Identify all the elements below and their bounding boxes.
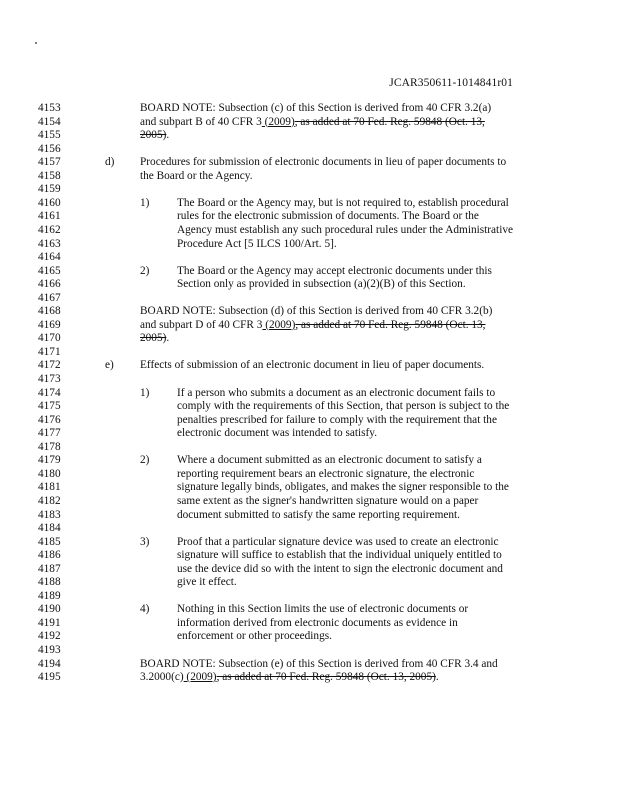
document-line bbox=[0, 332, 618, 346]
line-number: 4175 bbox=[38, 400, 61, 413]
inserted-text: (2009) bbox=[183, 671, 217, 684]
line-number: 4168 bbox=[38, 305, 61, 318]
subsection-marker: 1) bbox=[140, 386, 150, 399]
document-line bbox=[0, 387, 618, 401]
line-number: 4182 bbox=[38, 494, 61, 507]
deleted-text: 2005) bbox=[140, 129, 167, 142]
text-segment: penalties prescribed for failure to comply with the requirement that the bbox=[177, 413, 497, 426]
inserted-text: (2009) bbox=[261, 115, 295, 128]
line-text bbox=[177, 454, 482, 468]
line-text bbox=[177, 278, 466, 292]
line-number: 4155 bbox=[38, 129, 61, 142]
text-segment: Section only as provided in subsection (a)(2)(B) of this Section. bbox=[177, 278, 466, 291]
document-line bbox=[0, 468, 618, 482]
document-line bbox=[0, 400, 618, 414]
line-number: 4173 bbox=[38, 373, 61, 385]
text-segment: enforcement or other proceedings. bbox=[177, 630, 332, 643]
scan-speck bbox=[35, 42, 37, 44]
line-text bbox=[177, 549, 502, 563]
line-number: 4186 bbox=[38, 549, 61, 562]
document-id-header: JCAR350611-1014841r01 bbox=[389, 77, 513, 89]
line-text bbox=[140, 170, 253, 184]
line-number: 4164 bbox=[38, 251, 61, 264]
document-line bbox=[0, 644, 618, 658]
document-line bbox=[0, 129, 618, 143]
document-line bbox=[0, 373, 618, 387]
document-line bbox=[0, 292, 618, 306]
line-number: 4187 bbox=[38, 562, 61, 575]
document-line bbox=[0, 170, 618, 184]
document-line bbox=[0, 630, 618, 644]
line-number: 4160 bbox=[38, 196, 61, 209]
subsection-marker: 1) bbox=[140, 196, 150, 209]
text-segment: reporting requirement bears an electronic signature, the electronic bbox=[177, 467, 475, 480]
inserted-text: (2009) bbox=[262, 318, 296, 331]
line-number: 4166 bbox=[38, 278, 61, 291]
text-segment: electronic document was intended to satisfy. bbox=[177, 427, 378, 440]
line-number: 4161 bbox=[38, 210, 61, 223]
line-text bbox=[177, 427, 377, 441]
document-line bbox=[0, 102, 618, 116]
document-line bbox=[0, 563, 618, 577]
document-line bbox=[0, 603, 618, 617]
subsection-marker: 4) bbox=[140, 603, 150, 616]
line-text bbox=[177, 210, 479, 224]
text-segment: rules for the electronic submission of documents. The Board or the bbox=[177, 210, 479, 223]
line-text bbox=[177, 265, 492, 279]
line-text bbox=[177, 224, 513, 238]
subsection-marker: 2) bbox=[140, 454, 150, 467]
line-number: 4157 bbox=[38, 156, 61, 169]
document-line bbox=[0, 495, 618, 509]
document-line bbox=[0, 522, 618, 536]
document-line bbox=[0, 265, 618, 279]
line-number: 4189 bbox=[38, 589, 61, 602]
line-number: 4174 bbox=[38, 386, 61, 399]
text-segment: document submitted to satisfy the same reporting requirement. bbox=[177, 508, 460, 521]
line-number: 4195 bbox=[38, 671, 61, 684]
text-segment: . bbox=[435, 671, 439, 684]
document-line bbox=[0, 210, 618, 224]
document-line bbox=[0, 590, 618, 604]
text-segment: comply with the requirements of this Section, that person is subject to the bbox=[177, 400, 510, 413]
line-text bbox=[177, 238, 337, 252]
line-text bbox=[177, 481, 509, 495]
document-line bbox=[0, 454, 618, 468]
text-segment: If a person who submits a document as an electronic document fails to bbox=[177, 386, 496, 399]
text-segment: 3.2000(c) bbox=[140, 671, 184, 684]
line-number: 4153 bbox=[38, 102, 61, 114]
document-line bbox=[0, 414, 618, 428]
line-text bbox=[177, 387, 495, 401]
document-line bbox=[0, 143, 618, 157]
line-number: 4171 bbox=[38, 345, 61, 358]
line-text bbox=[140, 658, 498, 672]
line-number: 4184 bbox=[38, 522, 61, 535]
line-text bbox=[177, 414, 497, 428]
line-number: 4193 bbox=[38, 644, 61, 656]
text-segment: BOARD NOTE: Subsection (e) of this Section is derived from 40 CFR 3.4 and bbox=[140, 657, 498, 670]
document-line bbox=[0, 346, 618, 360]
text-segment: use the device did so with the intent to sign the electronic document and bbox=[177, 562, 503, 575]
document-line bbox=[0, 427, 618, 441]
deleted-text: , as added at 70 Fed. Reg. 59848 (Oct. 13, bbox=[295, 318, 486, 331]
document-line bbox=[0, 549, 618, 563]
document-line bbox=[0, 251, 618, 265]
line-text bbox=[177, 536, 499, 550]
text-segment: . bbox=[166, 129, 170, 142]
line-text bbox=[177, 400, 509, 414]
line-text bbox=[140, 305, 492, 319]
deleted-text: , as added at 70 Fed. Reg. 59848 (Oct. 13, bbox=[294, 115, 485, 128]
line-number: 4191 bbox=[38, 616, 61, 629]
document-line bbox=[0, 441, 618, 455]
line-number: 4172 bbox=[38, 359, 61, 372]
line-text bbox=[177, 197, 509, 211]
document-line bbox=[0, 319, 618, 333]
document-line bbox=[0, 183, 618, 197]
line-text bbox=[177, 630, 332, 644]
text-segment: the Board or the Agency. bbox=[140, 169, 253, 182]
text-segment: give it effect. bbox=[177, 576, 237, 589]
text-segment: Procedure Act [5 ILCS 100/Art. 5]. bbox=[177, 237, 337, 250]
line-number: 4177 bbox=[38, 427, 61, 440]
text-segment: Effects of submission of an electronic document in lieu of paper documents. bbox=[140, 359, 485, 372]
document-line bbox=[0, 481, 618, 495]
line-number: 4159 bbox=[38, 183, 61, 196]
line-text bbox=[140, 102, 491, 116]
document-line bbox=[0, 224, 618, 238]
line-number: 4163 bbox=[38, 237, 61, 250]
text-segment: and subpart B of 40 CFR 3 bbox=[140, 115, 262, 128]
text-segment: and subpart D of 40 CFR 3 bbox=[140, 318, 263, 331]
line-text bbox=[177, 563, 503, 577]
document-line bbox=[0, 359, 618, 373]
line-number: 4185 bbox=[38, 535, 61, 548]
document-line bbox=[0, 536, 618, 550]
document-line bbox=[0, 197, 618, 211]
line-text bbox=[177, 617, 458, 631]
text-segment: signature legally binds, obligates, and makes the signer responsible to the bbox=[177, 481, 509, 494]
line-number: 4179 bbox=[38, 454, 61, 467]
line-number: 4176 bbox=[38, 413, 61, 426]
line-text bbox=[140, 319, 485, 333]
text-segment: information derived from electronic documents as evidence in bbox=[177, 616, 458, 629]
deleted-text: 2005) bbox=[140, 332, 167, 345]
document-line bbox=[0, 278, 618, 292]
text-segment: same extent as the signer's handwritten signature would on a paper bbox=[177, 494, 479, 507]
line-number: 4156 bbox=[38, 142, 61, 155]
line-text bbox=[140, 671, 439, 685]
text-segment: The Board or the Agency may, but is not required to, establish procedural bbox=[177, 196, 509, 209]
line-number: 4162 bbox=[38, 223, 61, 236]
subsection-marker: 3) bbox=[140, 535, 150, 548]
line-number: 4178 bbox=[38, 440, 61, 453]
subsection-marker: d) bbox=[105, 156, 115, 169]
line-number: 4194 bbox=[38, 657, 61, 670]
line-text bbox=[140, 116, 485, 130]
line-text bbox=[177, 603, 468, 617]
line-number: 4165 bbox=[38, 264, 61, 277]
line-number: 4169 bbox=[38, 318, 61, 331]
line-number: 4180 bbox=[38, 467, 61, 480]
line-text bbox=[177, 468, 474, 482]
deleted-text: , as added at 70 Fed. Reg. 59848 (Oct. 13, 2005) bbox=[216, 671, 436, 684]
line-number: 4154 bbox=[38, 115, 61, 128]
line-text bbox=[140, 359, 484, 373]
line-number: 4190 bbox=[38, 603, 61, 616]
text-segment: The Board or the Agency may accept electronic documents under this bbox=[177, 264, 492, 277]
line-number: 4181 bbox=[38, 481, 61, 494]
line-number: 4158 bbox=[38, 169, 61, 182]
text-segment: . bbox=[166, 332, 170, 345]
line-number: 4170 bbox=[38, 332, 61, 345]
document-line bbox=[0, 156, 618, 170]
text-segment: Procedures for submission of electronic documents in lieu of paper documents to bbox=[140, 156, 507, 169]
line-number: 4192 bbox=[38, 630, 61, 643]
line-text bbox=[140, 156, 506, 170]
document-line bbox=[0, 116, 618, 130]
text-segment: BOARD NOTE: Subsection (d) of this Section is derived from 40 CFR 3.2(b) bbox=[140, 305, 493, 318]
text-segment: Where a document submitted as an electronic document to satisfy a bbox=[177, 454, 482, 467]
line-text bbox=[177, 576, 237, 590]
line-number: 4183 bbox=[38, 508, 61, 521]
document-line bbox=[0, 509, 618, 523]
line-number: 4188 bbox=[38, 576, 61, 589]
document-line bbox=[0, 238, 618, 252]
line-text bbox=[140, 332, 169, 346]
text-segment: Nothing in this Section limits the use of electronic documents or bbox=[177, 603, 469, 616]
line-text bbox=[177, 509, 460, 523]
text-segment: signature will suffice to establish that the individual uniquely entitled to bbox=[177, 549, 502, 562]
text-segment: Agency must establish any such procedural rules under the Administrative bbox=[177, 223, 513, 236]
subsection-marker: e) bbox=[105, 359, 114, 372]
line-number: 4167 bbox=[38, 291, 61, 304]
text-segment: BOARD NOTE: Subsection (c) of this Section is derived from 40 CFR 3.2(a) bbox=[140, 102, 492, 114]
text-segment: Proof that a particular signature device was used to create an electronic bbox=[177, 535, 499, 548]
line-text bbox=[140, 129, 169, 143]
document-line bbox=[0, 671, 618, 685]
document-line bbox=[0, 576, 618, 590]
subsection-marker: 2) bbox=[140, 264, 150, 277]
line-text bbox=[177, 495, 478, 509]
document-line bbox=[0, 305, 618, 319]
document-line bbox=[0, 617, 618, 631]
document-line bbox=[0, 658, 618, 672]
